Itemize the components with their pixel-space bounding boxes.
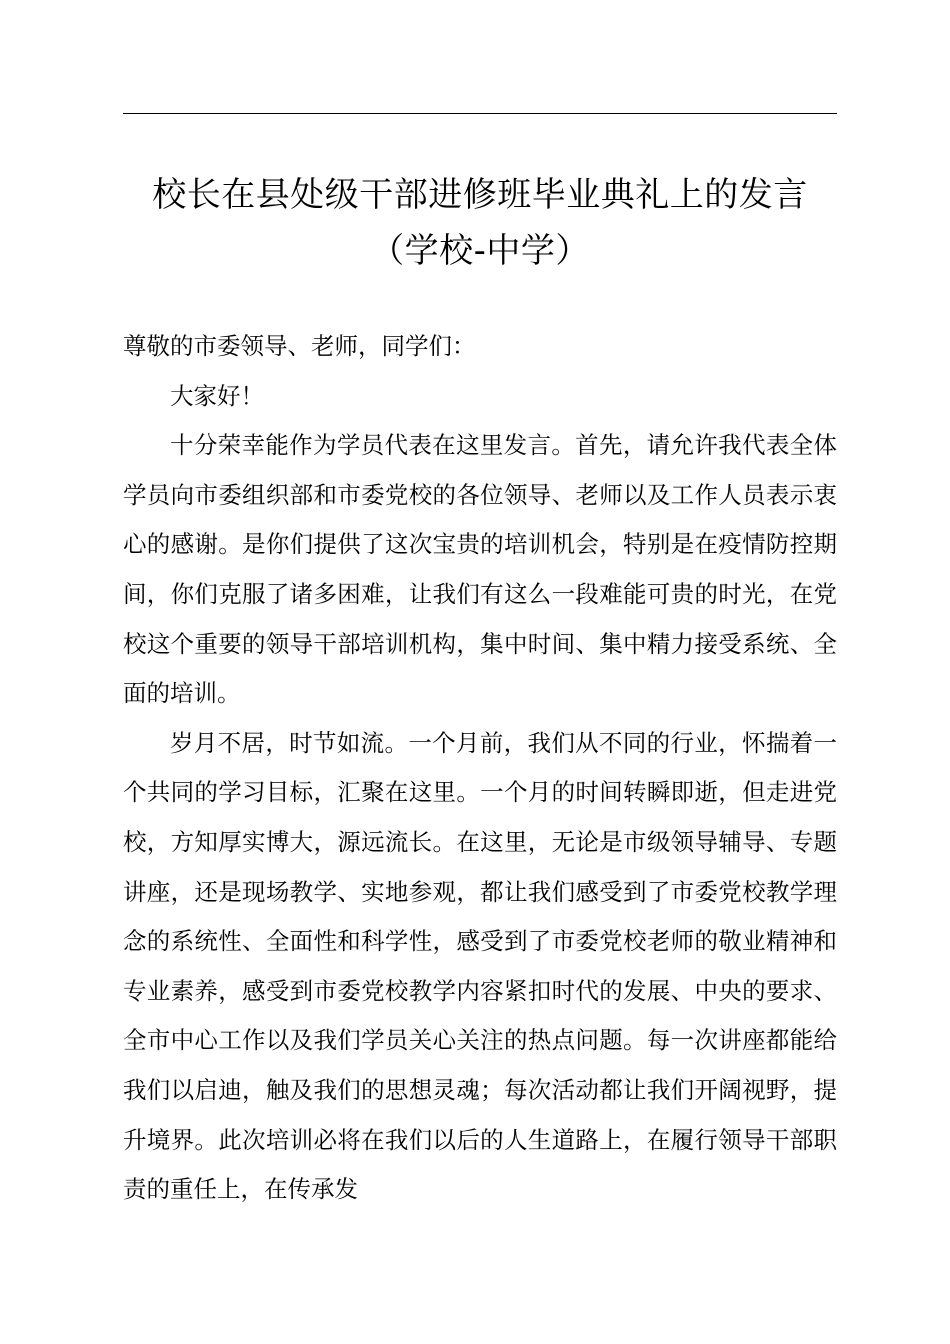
salutation: 尊敬的市委领导、老师，同学们： — [123, 332, 476, 360]
document-title: 校长在县处级干部进修班毕业典礼上的发言 — [152, 175, 808, 215]
document-body — [123, 322, 837, 1215]
greeting: 大家好！ — [170, 381, 264, 410]
paragraph: 岁月不居，时节如流。一个月前，我们从不同的行业，怀揣着一个共同的学习目标，汇聚在这里。一个月的时间转瞬即逝，但走进党校，方知厚实博大，源远流长。在这里，无论是市级领导辅导、专题讲座，还是现场教学、实地参观，都让我们感受到了市委党校教学理念的系统性、全面性和科学性，感受到了市委党校老师的敬业精神和专业素养，感受到市委党校教学内容紧扣时代的发展、中央的要求、全市中心工作以及我们学员关心关注的热点问题。每一次讲座都能给我们以启迪，触及我们的思想灵魂；每次活动都让我们开阔视野，提升境界。此次培训必将在我们以后的人生道路上，在履行领导干部职责的重任上，在传承发 — [123, 728, 837, 1204]
header-rule — [123, 113, 837, 114]
document-subtitle: （学校-中学） — [370, 231, 590, 271]
paragraph: 十分荣幸能作为学员代表在这里发言。首先，请允许我代表全体学员向市委组织部和市委党校的各位领导、老师以及工作人员表示衷心的感谢。是你们提供了这次宝贵的培训机会，特别是在疫情防控期间，你们克服了诸多困难，让我们有这么一段难能可贵的时光，在党校这个重要的领导干部培训机构，集中时间、集中精力接受系统、全面的培训。 — [123, 431, 837, 708]
